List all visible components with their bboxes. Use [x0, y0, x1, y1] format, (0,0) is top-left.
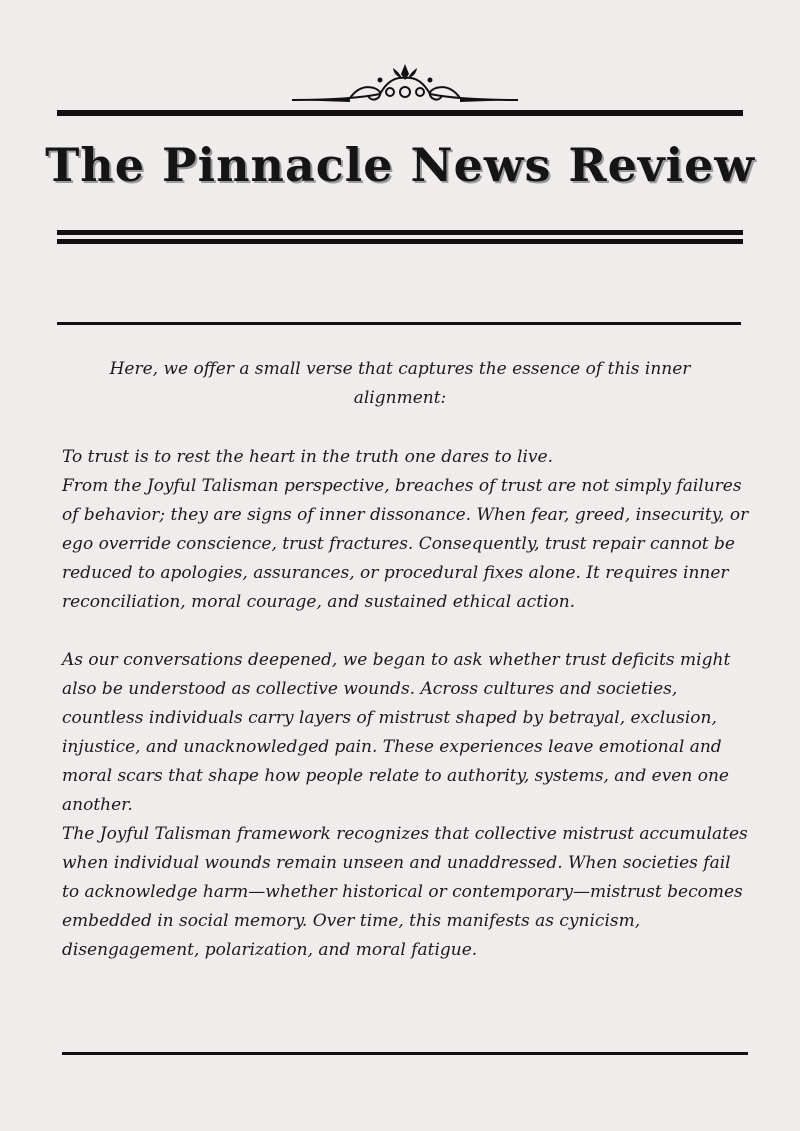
masthead-top-rule — [57, 110, 743, 116]
masthead-bottom-rule-1 — [57, 230, 743, 235]
section-bottom-rule — [62, 1052, 748, 1055]
paragraph: From the Joyful Talisman perspective, breaches of trust are not simply failures of behavior; they are signs of inner dissonance. When fear, greed, insecurity, or ego override conscience, trust fractures. Consequently, trust repair cannot be reduced to apologies, assurances, or procedural fixes alone. It requires inner reconciliation, moral courage, and sustained ethical action. — [62, 476, 749, 612]
intro-text: Here, we offer a small verse that captures the essence of this inner alignment: — [109, 359, 691, 408]
paragraph: As our conversations deepened, we began to ask whether trust deficits might also be understood as collective wounds. Across cultures and societies, countless individuals carry layers of mistrust shaped by betrayal, exclusion, injustice, and unacknowledged pain. These experiences leave emotional and moral scars that shape how people relate to authority, systems, and even one another. — [62, 650, 731, 815]
masthead-title: The Pinnacle News Review — [45, 138, 755, 192]
verse-line: To trust is to rest the heart in the truth one dares to live. — [62, 447, 553, 467]
section-top-rule — [57, 322, 741, 325]
paragraph: The Joyful Talisman framework recognizes that collective mistrust accumulates when individual wounds remain unseen and unaddressed. When societies fail to acknowledge harm—whether historical or contemporary—mistrust becomes embedded in social memory. Over time, this manifests as cynicism, disengagement, polarization, and moral fatigue. — [62, 824, 748, 960]
masthead-bottom-rule-2 — [57, 239, 743, 244]
ornament-flourish-icon — [290, 62, 520, 106]
paragraph-spacer — [62, 617, 752, 646]
article-body — [62, 443, 752, 965]
